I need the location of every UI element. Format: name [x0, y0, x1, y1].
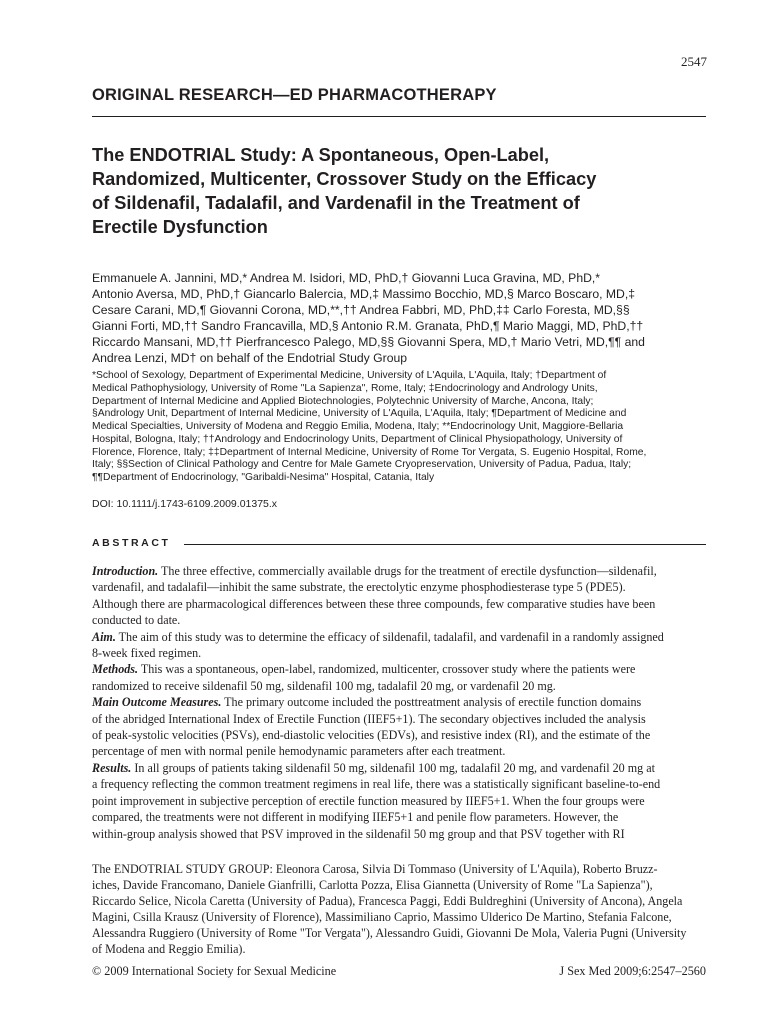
abstract-body [92, 563, 706, 842]
aim-text: The aim of this study was to determine the efficacy of sildenafil, tadalafil, and vardenafil in a randomly assigned [115, 629, 664, 644]
author-list [92, 270, 712, 366]
title-line: of Sildenafil, Tadalafil, and Vardenafil in the Treatment of [92, 193, 580, 213]
affiliation-line: Hospital, Bologna, Italy; ††Andrology and Endocrinology Units, Department of Clinical Physiopathology, University of [92, 433, 623, 445]
author-line: Gianni Forti, MD,†† Sandro Francavilla, MD,§ Antonio R.M. Granata, PhD,¶ Mario Maggi, MD, PhD,†† [92, 319, 644, 333]
title-line: The ENDOTRIAL Study: A Spontaneous, Open-Label, [92, 145, 550, 165]
author-line: Cesare Carani, MD,¶ Giovanni Corona, MD,**,†† Andrea Fabbri, MD, PhD,‡‡ Carlo Foresta, MD,§§ [92, 303, 630, 317]
abstract-line: within-group analysis showed that PSV improved in the sildenafil 50 mg group and that PSV together with RI [92, 826, 625, 841]
methods-label: Methods. [92, 662, 139, 677]
methods-text: This was a spontaneous, open-label, randomized, multicenter, crossover study where the patients were [138, 662, 636, 677]
author-line: Emmanuele A. Jannini, MD,* Andrea M. Isidori, MD, PhD,† Giovanni Luca Gravina, MD, PhD,* [92, 271, 601, 285]
abstract-line: of the abridged International Index of Erectile Function (IIEF5+1). The secondary objectives included the analysis [92, 711, 646, 726]
study-group-line: Alessandra Ruggiero (University of Rome "Tor Vergata"), Alessandro Guidi, Giovanni De Mola, Valeria Pugni (University [92, 926, 687, 940]
outcome-label: Main Outcome Measures. [92, 695, 222, 710]
abstract-line: a frequency reflecting the common treatment regimens in real life, there was a statistically significant baseline-to-end [92, 777, 661, 792]
study-group-note [92, 861, 706, 957]
abstract-line: of peak-systolic velocities (PSVs), end-diastolic velocities (EDVs), and resistive index (RI), and the estimate of the [92, 728, 651, 743]
abstract-line [92, 694, 706, 710]
aim-label: Aim. [92, 629, 116, 644]
abstract-label: ABSTRACT [92, 537, 171, 549]
affiliation-line: Medical Pathophysiology, University of Rome "La Sapienza", Rome, Italy; ‡Endocrinology and Andrology Units, [92, 382, 598, 394]
affiliation-line: ¶¶Department of Endocrinology, "Garibaldi-Nesima" Hospital, Catania, Italy [92, 472, 435, 483]
affiliation-line: Italy; §§Section of Clinical Pathology and Centre for Male Gamete Cryopreservation, University of Padua, Padua, Italy; [92, 459, 632, 471]
affiliation-line: Florence, Florence, Italy; ‡‡Department of Internal Medicine, University of Rome Tor Vergata, S. Eugenio Hospital, Rome, [92, 446, 647, 458]
abstract-line [92, 760, 706, 776]
introduction-label: Introduction. [92, 564, 159, 578]
page-number: 2547 [681, 54, 707, 69]
abstract-line: randomized to receive sildenafil 50 mg, sildenafil 100 mg, tadalafil 20 mg, or vardenafil 20 mg. [92, 678, 556, 693]
study-group-line: iches, Davide Francomano, Daniele Gianfrilli, Carlotta Pozza, Elisa Giannetta (University of Rome "La Sapienza"), [92, 878, 653, 892]
introduction-text: The three effective, commercially available drugs for the treatment of erectile dysfunction—sildenafil, [158, 564, 657, 578]
doi: DOI: 10.1111/j.1743-6109.2009.01375.x [92, 498, 278, 510]
abstract-heading [92, 537, 706, 551]
study-group-line: of Modena and Reggio Emilia). [92, 942, 246, 956]
abstract-line [92, 629, 706, 645]
results-label: Results. [92, 760, 132, 775]
author-line: Antonio Aversa, MD, PhD,† Giancarlo Balercia, MD,‡ Massimo Bocchio, MD,§ Marco Boscaro, MD,‡ [92, 287, 635, 301]
abstract-line: Although there are pharmacological differences between these three compounds, few comparative studies have been [92, 596, 656, 611]
study-group-line: The ENDOTRIAL STUDY GROUP: Eleonora Carosa, Silvia Di Tommaso (University of L'Aquila), Roberto Bruzz- [92, 862, 658, 876]
abstract-rule [184, 544, 706, 545]
author-line: Riccardo Mansani, MD,†† Pierfrancesco Palego, MD,§§ Giovanni Spera, MD,† Mario Vetri, MD,¶¶ and [92, 335, 645, 349]
affiliation-line: §Andrology Unit, Department of Internal Medicine, University of L'Aquila, L'Aquila, Italy; ¶Department of Medicine and [92, 408, 627, 420]
outcome-text: The primary outcome included the posttreatment analysis of erectile function domains [221, 695, 642, 710]
results-text: In all groups of patients taking sildenafil 50 mg, sildenafil 100 mg, tadalafil 20 mg, and vardenafil 20 mg at [131, 760, 655, 775]
affiliation-line: *School of Sexology, Department of Experimental Medicine, University of L'Aquila, L'Aquila, Italy; †Department of [92, 370, 607, 381]
abstract-line: vardenafil, and tadalafil—inhibit the same substrate, the erectolytic enzyme phosphodiesterase type 5 (PDE5). [92, 580, 626, 595]
title-line: Erectile Dysfunction [92, 217, 268, 237]
header-rule [92, 116, 706, 117]
abstract-line [92, 661, 706, 677]
abstract-line [92, 563, 706, 579]
affiliation-line: Department of Internal Medicine and Applied Biotechnologies, Polytechnic University of Marche, Ancona, Italy; [92, 395, 594, 407]
abstract-line: conducted to date. [92, 613, 181, 628]
affiliations [92, 370, 712, 485]
abstract-line: compared, the treatments were not different in modifying IIEF5+1 and penile flow parameters. However, the [92, 810, 619, 825]
article-title [92, 143, 692, 239]
copyright-notice: © 2009 International Society for Sexual Medicine [92, 964, 337, 978]
abstract-line: 8-week fixed regimen. [92, 646, 202, 661]
abstract-line: point improvement in subjective perception of erectile function measured by IIEF5+1. When the four groups were [92, 793, 645, 808]
affiliation-line: Medical Specialties, University of Modena and Reggio Emilia, Modena, Italy; **Endocrinology Unit, Maggiore-Bellaria [92, 421, 624, 432]
study-group-line: Magini, Csilla Krausz (University of Florence), Massimiliano Caprio, Massimo Ulderico De Martino, Stefania Falcone, [92, 910, 672, 924]
study-group-line: Riccardo Selice, Nicola Caretta (University of Padua), Francesca Paggi, Eddi Buldreghini (University of Ancona), Angela [92, 894, 683, 908]
journal-citation: J Sex Med 2009;6:2547–2560 [559, 964, 706, 978]
abstract-line: percentage of men with normal penile hemodynamic parameters after each treatment. [92, 744, 506, 759]
title-line: Randomized, Multicenter, Crossover Study on the Efficacy [92, 169, 597, 189]
author-line: Andrea Lenzi, MD† on behalf of the Endotrial Study Group [92, 351, 408, 365]
section-heading: ORIGINAL RESEARCH—ED PHARMACOTHERAPY [92, 86, 497, 104]
